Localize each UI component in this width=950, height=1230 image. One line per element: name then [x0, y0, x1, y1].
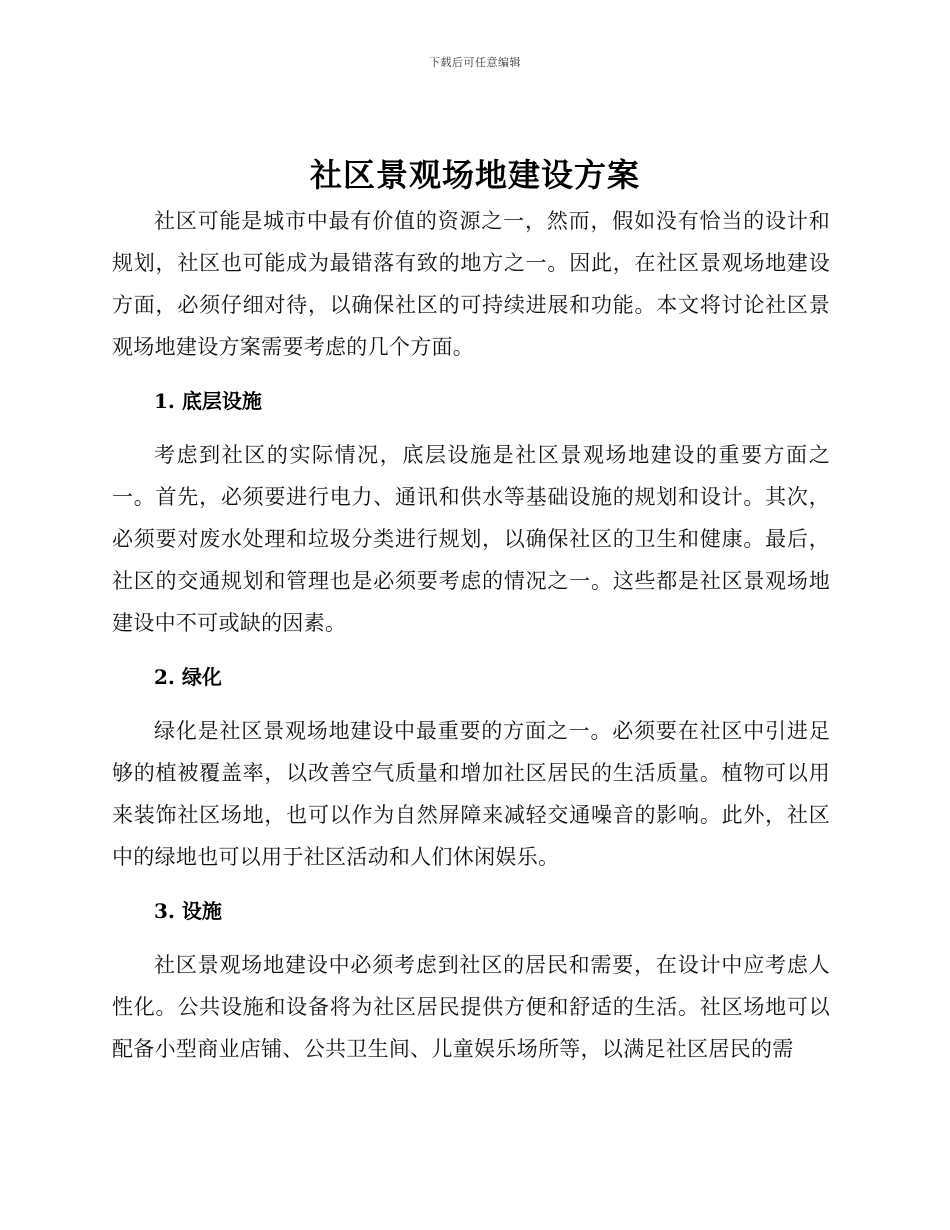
section-heading-greening: 2. 绿化: [154, 665, 222, 689]
section-heading-facilities: 3. 设施: [154, 899, 222, 923]
section-heading-infrastructure: 1. 底层设施: [154, 389, 262, 413]
section-paragraph-facilities: 社区景观场地建设中必须考虑到社区的居民和需要，在设计中应考虑人性化。公共设施和设备将为社区居民提供方便和舒适的生活。社区场地可以配备小型商业店铺、公共卫生间、儿童娱乐场所等，以满足社区居民的需: [112, 953, 830, 1061]
header-note: 下载后可任意编辑: [429, 56, 521, 69]
section-paragraph-greening: 绿化是社区景观场地建设中最重要的方面之一。必须要在社区中引进足够的植被覆盖率，以改善空气质量和增加社区居民的生活质量。植物可以用来装饰社区场地，也可以作为自然屏障来减轻交通噪音的影响。此外，社区中的绿地也可以用于社区活动和人们休闲娱乐。: [112, 719, 830, 869]
document-body: [112, 200, 830, 1070]
intro-paragraph: 社区可能是城市中最有价值的资源之一，然而，假如没有恰当的设计和规划，社区也可能成为最错落有致的地方之一。因此，在社区景观场地建设方面，必须仔细对待，以确保社区的可持续进展和功能。本文将讨论社区景观场地建设方案需要考虑的几个方面。: [112, 209, 830, 359]
document-title: 社区景观场地建设方案: [309, 156, 640, 194]
section-paragraph-infrastructure: 考虑到社区的实际情况，底层设施是社区景观场地建设的重要方面之一。首先，必须要进行电力、通讯和供水等基础设施的规划和设计。其次，必须要对废水处理和垃圾分类进行规划，以确保社区的卫生和健康。最后，社区的交通规划和管理也是必须要考虑的情况之一。这些都是社区景观场地建设中不可或缺的因素。: [112, 443, 830, 635]
